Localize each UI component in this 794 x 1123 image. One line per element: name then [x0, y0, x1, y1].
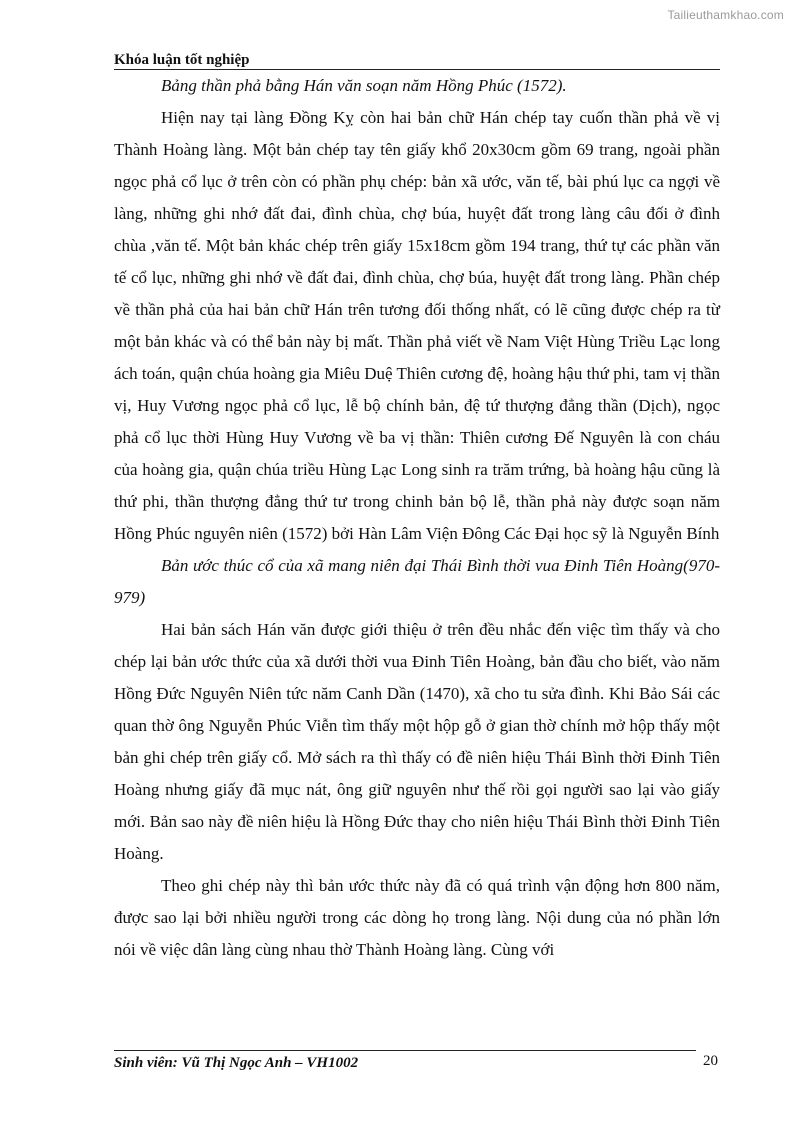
paragraph-body: Theo ghi chép này thì bản ước thức này đã có quá trình vận động hơn 800 năm, được sao lại bởi nhiều người trong các dòng họ trong làng. Nội dung của nó phần lớn nói về việc dân làng cùng nhau thờ Thành Hoàng làng. Cùng với: [114, 876, 720, 959]
paragraph-body: Hiện nay tại làng Đồng Kỵ còn hai bản chữ Hán chép tay cuốn thần phả về vị Thành Hoàng làng. Một bản chép tay tên giấy khổ 20x30cm gồm 69 trang, ngoài phần ngọc phả cổ lục ở trên còn có phần phụ chép: bản xã ước, văn tế, bài phú lục ca ngợi về làng, những ghi nhớ đất đai, đình chùa, chợ búa, huyệt đất trong làng câu đối ở đình chùa ,văn tế. Một bản khác chép trên giấy 15x18cm gồm 194 trang, thứ tự các phần văn tế cổ lục, những ghi nhớ về đất đai, đình chùa, chợ búa, huyệt đất trong làng. Phần chép về thần phả của hai bản chữ Hán trên tương đối thống nhất, có lẽ cũng được chép ra từ một bản khác và có thể bản này bị mất. Thần phả viết về Nam Việt Hùng Triều Lạc long ách toán, quận chúa hoàng gia Miêu Duệ Thiên cương đệ, hoàng hậu thứ phi, tam vị thần vị, Huy Vương ngọc phả cổ lục, lễ bộ chính bản, đệ tứ thượng đẳng thần (Dịch), ngọc phả cổ lục thời Hùng Huy Vương về ba vị thần: Thiên cương Đế Nguyên là con cháu của hoàng gia, quận chúa triều Hùng Lạc Long sinh ra trăm trứng, bà hoàng hậu cũng là thứ phi, thần thượng đẳng thứ tư trong chinh bản bộ lễ, thần phả này được soạn năm Hồng Phúc nguyên niên (1572) bởi Hàn Lâm Viện Đông Các Đại học sỹ là Nguyễn Bính: [114, 108, 720, 543]
page-number: 20: [703, 1053, 718, 1069]
paragraph-heading-uoc-thuc: Bản ước thúc cổ của xã mang niên đại Thái Bình thời vua Đinh Tiên Hoàng(970-979): [114, 556, 720, 607]
paragraph-body: Hai bản sách Hán văn được giới thiệu ở trên đều nhắc đến việc tìm thấy và cho chép lại bản ước thức của xã dưới thời vua Đinh Tiên Hoàng, bản đầu cho biết, vào năm Hồng Đức Nguyên Niên tức năm Canh Dần (1470), xã cho tu sửa đình. Khi Bảo Sái các quan thờ ông Nguyễn Phúc Viễn tìm thấy một hộp gỗ ở gian thờ chính mở hộp thấy một bản ghi chép trên giấy cổ. Mở sách ra thì thấy có đề niên hiệu Thái Bình thời Đinh Tiên Hoàng nhưng giấy đã mục nát, ông giữ nguyên như thế rồi gọi người sao lại vào giấy mới. Bản sao này đề niên hiệu là Hồng Đức thay cho niên hiệu Thái Bình thời Đinh Tiên Hoàng.: [114, 620, 720, 863]
paragraph-heading-than-pha: Bảng thần phả bằng Hán văn soạn năm Hồng Phúc (1572).: [161, 76, 567, 95]
document-body: [114, 70, 720, 966]
footer-divider: [114, 1050, 696, 1051]
watermark: Tailieuthamkhao.com: [667, 8, 784, 22]
footer-student-name: Sinh viên: Vũ Thị Ngọc Anh – VH1002: [114, 1055, 359, 1071]
document-header-title: Khóa luận tốt nghiệp: [114, 52, 250, 68]
